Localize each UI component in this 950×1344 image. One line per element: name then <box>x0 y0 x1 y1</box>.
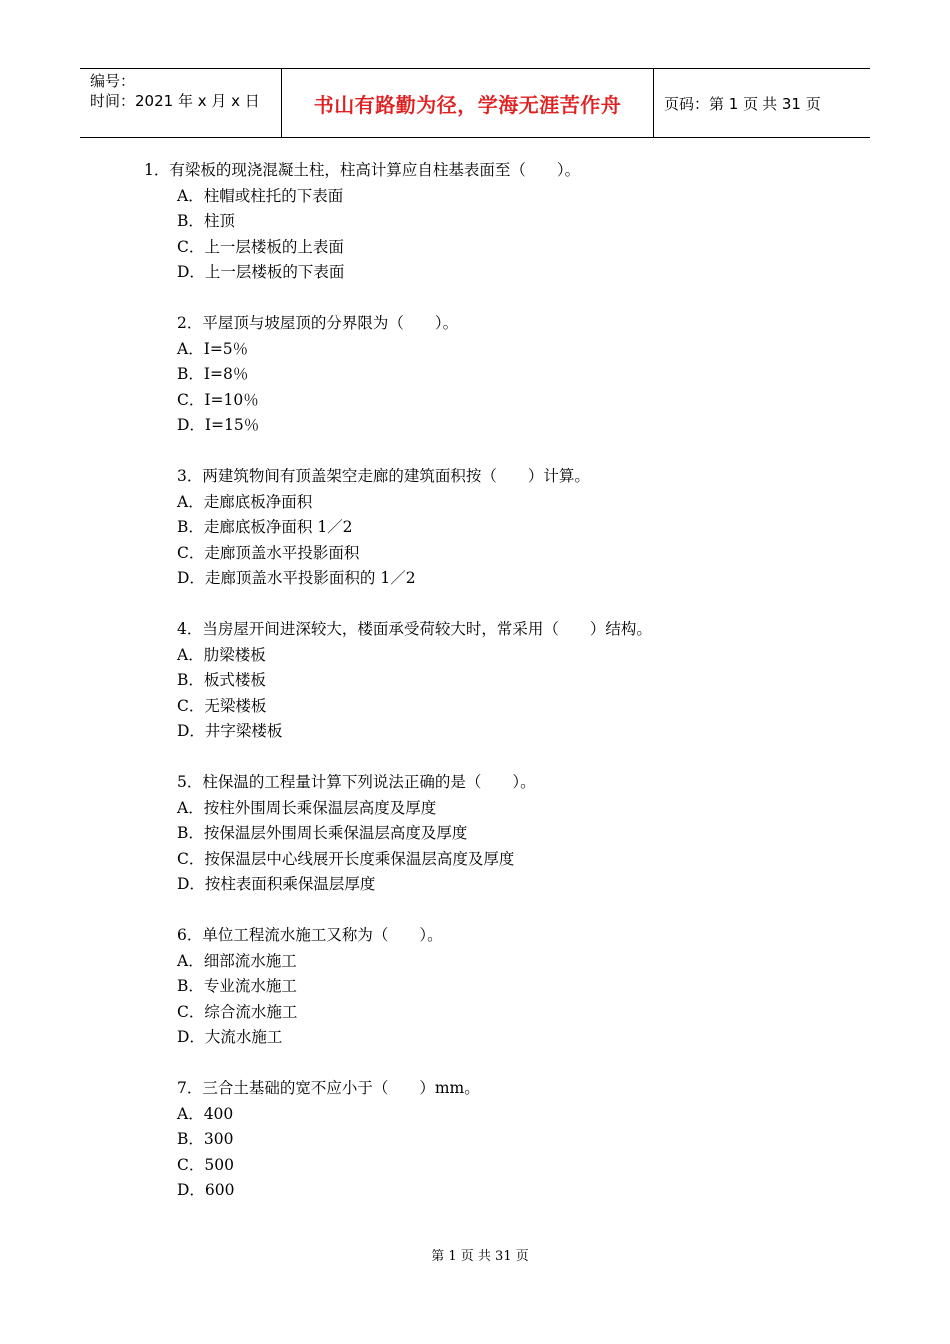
document-header <box>80 68 870 138</box>
question-item <box>0 617 950 745</box>
option-d: D．600 <box>177 1181 235 1199</box>
page-label: 页码：第 1 页 <box>664 94 759 113</box>
question-stem: 6．单位工程流水施工又称为（ ）。 <box>177 926 443 944</box>
option-c: C．走廊顶盖水平投影面积 <box>177 543 360 562</box>
option-d: D．走廊顶盖水平投影面积的 1／2 <box>177 569 416 587</box>
code-label: 编号： <box>90 72 136 90</box>
option-d: D．上一层楼板的下表面 <box>177 263 345 281</box>
time-label: 时间：2021 年 x 月 x 日 <box>90 92 260 110</box>
option-b: B．专业流水施工 <box>177 977 297 995</box>
option-a: A．肋梁楼板 <box>177 645 266 664</box>
option-b: B．I=8％ <box>177 365 249 383</box>
question-item <box>0 158 950 286</box>
option-a: A．细部流水施工 <box>177 951 297 970</box>
option-a: A．400 <box>177 1104 234 1123</box>
option-d: D．按柱表面积乘保温层厚度 <box>177 875 376 893</box>
option-b: B．走廊底板净面积 1／2 <box>177 518 353 536</box>
question-item <box>0 1076 950 1204</box>
footer-page-number: 第 1 页 共 31 页 <box>431 1249 529 1264</box>
question-item <box>0 464 950 592</box>
option-b: B．按保温层外围周长乘保温层高度及厚度 <box>177 824 468 842</box>
question-list <box>0 158 950 1229</box>
page-footer <box>0 1245 950 1264</box>
option-c: C．I=10％ <box>177 390 259 409</box>
total-pages-label: 共 31 页 <box>762 94 821 113</box>
question-stem: 1．有梁板的现浇混凝土柱，柱高计算应自柱基表面至（ ）。 <box>144 161 581 179</box>
option-c: C．无梁楼板 <box>177 696 267 715</box>
header-page-cell <box>654 69 870 137</box>
question-stem: 4．当房屋开间进深较大，楼面承受荷较大时，常采用（ ）结构。 <box>177 620 652 638</box>
option-b: B．板式楼板 <box>177 671 266 689</box>
motto-text: 书山有路勤为径，学海无涯苦作舟 <box>313 92 622 117</box>
option-d: D．I=15％ <box>177 416 260 434</box>
question-item <box>0 311 950 439</box>
option-b: B．柱顶 <box>177 212 235 230</box>
question-stem: 7．三合土基础的宽不应小于（ ）mm。 <box>177 1079 480 1097</box>
question-item <box>0 770 950 898</box>
question-stem: 3．两建筑物间有顶盖架空走廊的建筑面积按（ ）计算。 <box>177 467 590 485</box>
option-a: A．I=5％ <box>177 339 249 358</box>
option-a: A．柱帽或柱托的下表面 <box>177 186 344 205</box>
option-d: D．大流水施工 <box>177 1028 283 1046</box>
option-c: C．上一层楼板的上表面 <box>177 237 344 256</box>
option-a: A．按柱外围周长乘保温层高度及厚度 <box>177 798 437 817</box>
option-c: C．综合流水施工 <box>177 1002 298 1021</box>
option-a: A．走廊底板净面积 <box>177 492 313 511</box>
header-motto-cell <box>282 69 654 137</box>
option-b: B．300 <box>177 1130 234 1148</box>
question-stem: 2．平屋顶与坡屋顶的分界限为（ ）。 <box>177 314 459 332</box>
question-item <box>0 923 950 1051</box>
option-c: C．按保温层中心线展开长度乘保温层高度及厚度 <box>177 849 515 868</box>
header-info-cell <box>80 69 282 137</box>
question-stem: 5．柱保温的工程量计算下列说法正确的是（ ）。 <box>177 773 536 791</box>
option-c: C．500 <box>177 1155 234 1174</box>
option-d: D．井字梁楼板 <box>177 722 283 740</box>
